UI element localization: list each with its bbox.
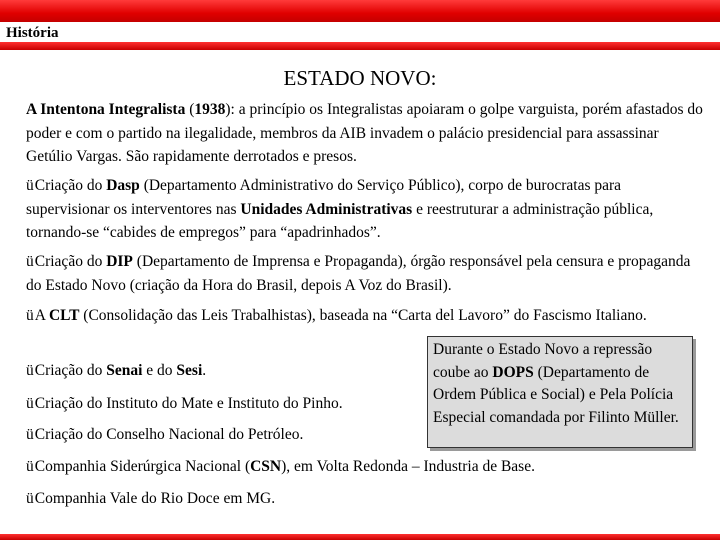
bullet-csn	[26, 456, 535, 478]
bullet-text: (Consolidação das Leis Trabalhistas), baseada na “Carta del Lavoro” do Fascismo Italiano.	[79, 307, 647, 324]
footer-bar	[0, 534, 720, 540]
check-icon: ü	[26, 362, 34, 379]
page-title: ESTADO NOVO:	[283, 66, 437, 90]
bullet-text: Companhia Vale do Rio Doce em MG.	[34, 490, 276, 507]
bullet-text: (Departamento Administrativo do Serviço Público), corpo de burocratas para supervisionar os interventores nas	[26, 177, 622, 218]
bullet-text: ), em Volta Redonda – Industria de Base.	[281, 458, 535, 475]
callout-bold: DOPS	[492, 363, 534, 381]
intro-text: ): a princípio os Integralistas apoiaram o golpe varguista, porém afastados do poder e com o partido na ilegalidade, membros da AIB invadem o palácio presidencial para assassinar Getúlio Vargas. São rapidamente derrotados e presos.	[26, 101, 703, 165]
bullet-text: (Departamento de Imprensa e Propaganda), órgão responsável pela censura e propaganda do Estado Novo (criação da Hora do Brasil, depois A Voz do Brasil).	[26, 253, 691, 294]
bullet-text: Criação do Conselho Nacional do Petróleo.	[34, 426, 304, 443]
bullet-bold: Dasp	[106, 177, 140, 194]
bullet-text: e reestruturar a administração pública, tornando-se “cabides de empregos” para “apadrinhados”.	[26, 200, 654, 241]
bullet-text: A	[34, 307, 49, 324]
bullet-bold: DIP	[106, 253, 133, 270]
bullet-text: Criação do	[34, 362, 107, 379]
intro-lead: A Intentona Integralista	[26, 101, 186, 118]
bullet-text: Criação do	[34, 177, 107, 194]
intro-year: 1938	[194, 101, 226, 118]
bullet-bold: Unidades Administrativas	[240, 200, 413, 218]
check-icon: ü	[26, 458, 34, 475]
bullet-text: Criação do Instituto do Mate e Instituto do Pinho.	[34, 395, 343, 412]
bullet-senai-sesi	[26, 360, 206, 382]
dops-callout-box	[427, 336, 693, 448]
check-icon: ü	[26, 426, 34, 443]
check-icon: ü	[26, 253, 34, 270]
check-icon: ü	[26, 307, 34, 324]
check-icon: ü	[26, 177, 34, 194]
callout-text: Durante o Estado Novo a repressão coube ao	[433, 341, 653, 381]
bullet-text: Companhia Siderúrgica Nacional (	[34, 458, 251, 475]
bullet-dasp	[26, 174, 706, 245]
bullet-text: e do	[142, 362, 177, 379]
section-label: História	[6, 25, 59, 41]
bullet-conselho-petroleo	[26, 424, 303, 446]
header-bar	[0, 0, 720, 22]
bullet-vale	[26, 488, 275, 510]
bullet-dip	[26, 250, 706, 297]
intro-paragraph	[26, 98, 706, 169]
bullet-bold: CLT	[48, 307, 80, 324]
callout-text: (Departamento de Ordem Pública e Social) e Pela Polícia Especial comandada por Filinto Müller.	[433, 363, 679, 426]
bullet-instituto-mate	[26, 393, 343, 415]
intro-paren: (	[185, 101, 195, 118]
header-divider	[0, 42, 720, 50]
check-icon: ü	[26, 490, 34, 507]
bullet-clt	[26, 304, 706, 328]
check-icon: ü	[26, 395, 34, 412]
bullet-text: .	[202, 362, 207, 379]
bullet-bold: Senai	[106, 362, 143, 379]
bullet-text: Criação do	[34, 253, 107, 270]
bullet-bold: Sesi	[176, 362, 203, 379]
bullet-bold: CSN	[250, 458, 282, 475]
